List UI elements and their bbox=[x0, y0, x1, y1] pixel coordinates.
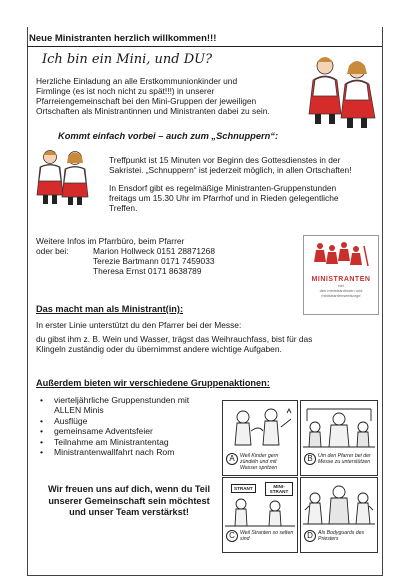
intro-line: Ortschaften als Ministrantinnen und Ministranten dabei zu sein. bbox=[36, 106, 270, 116]
logo-figures-icon bbox=[304, 236, 378, 276]
treffpunkt-paragraph bbox=[109, 155, 377, 175]
contact-line: Marion Hollweck 0151 28871268 bbox=[93, 246, 215, 256]
comic-caption-d: D Als Bodyguards des Priesters bbox=[301, 530, 377, 542]
closing-line: Wir freuen uns auf dich, wenn du Teil bbox=[47, 484, 211, 494]
list-item: • gemeinsame Adventsfeier bbox=[40, 426, 153, 437]
ensdorf-line: In Ensdorf gibt es regelmäßige Ministranten-Gruppenstunden bbox=[109, 183, 337, 193]
bullet-dot: • bbox=[40, 447, 44, 458]
comic-caption-c: C Weil Stranten so selten sind bbox=[223, 530, 297, 542]
script-greeting: Ich bin ein Mini, und DU? bbox=[42, 52, 213, 67]
list-item: • Ausflüge bbox=[40, 415, 88, 426]
list-item: • vierteljährliche Gruppenstunden mit bbox=[40, 395, 190, 405]
kommt-vorbei-line: Kommt einfach vorbei – auch zum „Schnuppern“: bbox=[58, 131, 279, 141]
aktionen-title: Außerdem bieten wir verschiedene Gruppenaktionen: bbox=[36, 378, 270, 388]
treffpunkt-line: Treffpunkt ist 15 Minuten vor Beginn des Gottesdienstes in der bbox=[109, 155, 341, 165]
comic-panel-b bbox=[300, 400, 378, 476]
minis-illustration-left bbox=[34, 147, 92, 207]
comic-drawing-d bbox=[301, 478, 377, 530]
comic-letter-d: D bbox=[304, 530, 316, 542]
ministranten-logo bbox=[303, 235, 379, 315]
contact-line: Terezie Bartmann 0171 7459033 bbox=[93, 256, 215, 266]
intro-line: Firmlinge (es ist noch nicht zu spät!!!) in unserer bbox=[36, 86, 215, 96]
comic-caption-b: B Um den Pfarrer bei der Messe zu unterstützen bbox=[301, 453, 377, 465]
comic-panel-d bbox=[300, 477, 378, 553]
weitere-infos bbox=[36, 236, 266, 276]
infos-line: Weitere Infos im Pfarrbüro, beim Pfarrer bbox=[36, 236, 185, 246]
logo-sub-1: bei bbox=[338, 283, 344, 288]
intro-line: Herzliche Einladung an alle Erstkommunionkinder und bbox=[36, 76, 238, 86]
aktionen-list bbox=[40, 395, 230, 457]
comic-drawing-c bbox=[223, 478, 297, 530]
das-macht-line-1: In erster Linie unterstützt du den Pfarrer bei der Messe: bbox=[36, 320, 242, 330]
ensdorf-line: freitags um 15.30 Uhr im Pfarrhof und in Rieden gelegentliche bbox=[109, 193, 339, 203]
bullet-dot: • bbox=[40, 426, 44, 437]
intro-paragraph bbox=[36, 76, 304, 116]
sign-ministrant: MINI-STRANT bbox=[265, 482, 293, 496]
comic-caption-a: A Weil Kinder gern zündeln und mit Wasser spritzen bbox=[223, 453, 297, 471]
bullet-dot: • bbox=[40, 436, 44, 447]
logo-sub-2: den ministrantinnen und bbox=[319, 288, 363, 293]
ensdorf-line: Treffen. bbox=[109, 203, 138, 213]
das-macht-text bbox=[36, 334, 376, 354]
comic-panel-c bbox=[222, 477, 298, 553]
list-item: • Ministrantenwallfahrt nach Rom bbox=[40, 447, 175, 458]
comic-letter-c: C bbox=[226, 530, 238, 542]
das-macht-line-3: Klingeln zuständig oder du übernimmst andere wichtige Aufgaben. bbox=[36, 344, 282, 354]
ensdorf-paragraph bbox=[109, 183, 377, 213]
minis-illustration-top bbox=[305, 52, 381, 132]
treffpunkt-line: Sakristei. „Schnuppern“ ist jederzeit möglich, in allen Ortschaften! bbox=[109, 165, 352, 175]
comic-drawing-b bbox=[301, 401, 377, 453]
sign-strant: STRANT bbox=[231, 484, 256, 493]
closing-line: unserer Gemeinschaft sein möchtest bbox=[48, 495, 210, 506]
comic-letter-a: A bbox=[226, 453, 238, 465]
das-macht-line-2: du gibst ihm z. B. Wein und Wasser, trägst das Weihrauchfass, bist für das bbox=[36, 334, 313, 344]
bullet-dot: • bbox=[40, 395, 44, 405]
comic-panel-a bbox=[222, 400, 298, 476]
oder-bei-label: oder bei: bbox=[36, 246, 69, 256]
list-item: ALLEN Minis bbox=[54, 405, 104, 416]
intro-line: Pfarreiengemeinschaft bei den Mini-Gruppen der jeweiligen bbox=[36, 96, 257, 106]
das-macht-title: Das macht man als Ministrant(in): bbox=[36, 304, 184, 314]
comic-drawing-a bbox=[223, 401, 297, 453]
logo-title: MINISTRANTEN bbox=[311, 276, 371, 283]
page-heading: Neue Ministranten herzlich willkommen!!! bbox=[29, 33, 217, 44]
closing-text bbox=[34, 484, 224, 519]
list-item: • Teilnahme am Ministrantentag bbox=[40, 436, 169, 447]
contact-block bbox=[36, 246, 266, 276]
bullet-dot: • bbox=[40, 415, 44, 426]
logo-sub-3: ministrantenseelsorge bbox=[321, 293, 361, 298]
closing-line: und unser Team verstärkst! bbox=[69, 507, 189, 517]
comic-letter-b: B bbox=[304, 453, 316, 465]
heading-rule bbox=[27, 46, 382, 47]
contact-line: Theresa Ernst 0171 8638789 bbox=[93, 266, 202, 276]
